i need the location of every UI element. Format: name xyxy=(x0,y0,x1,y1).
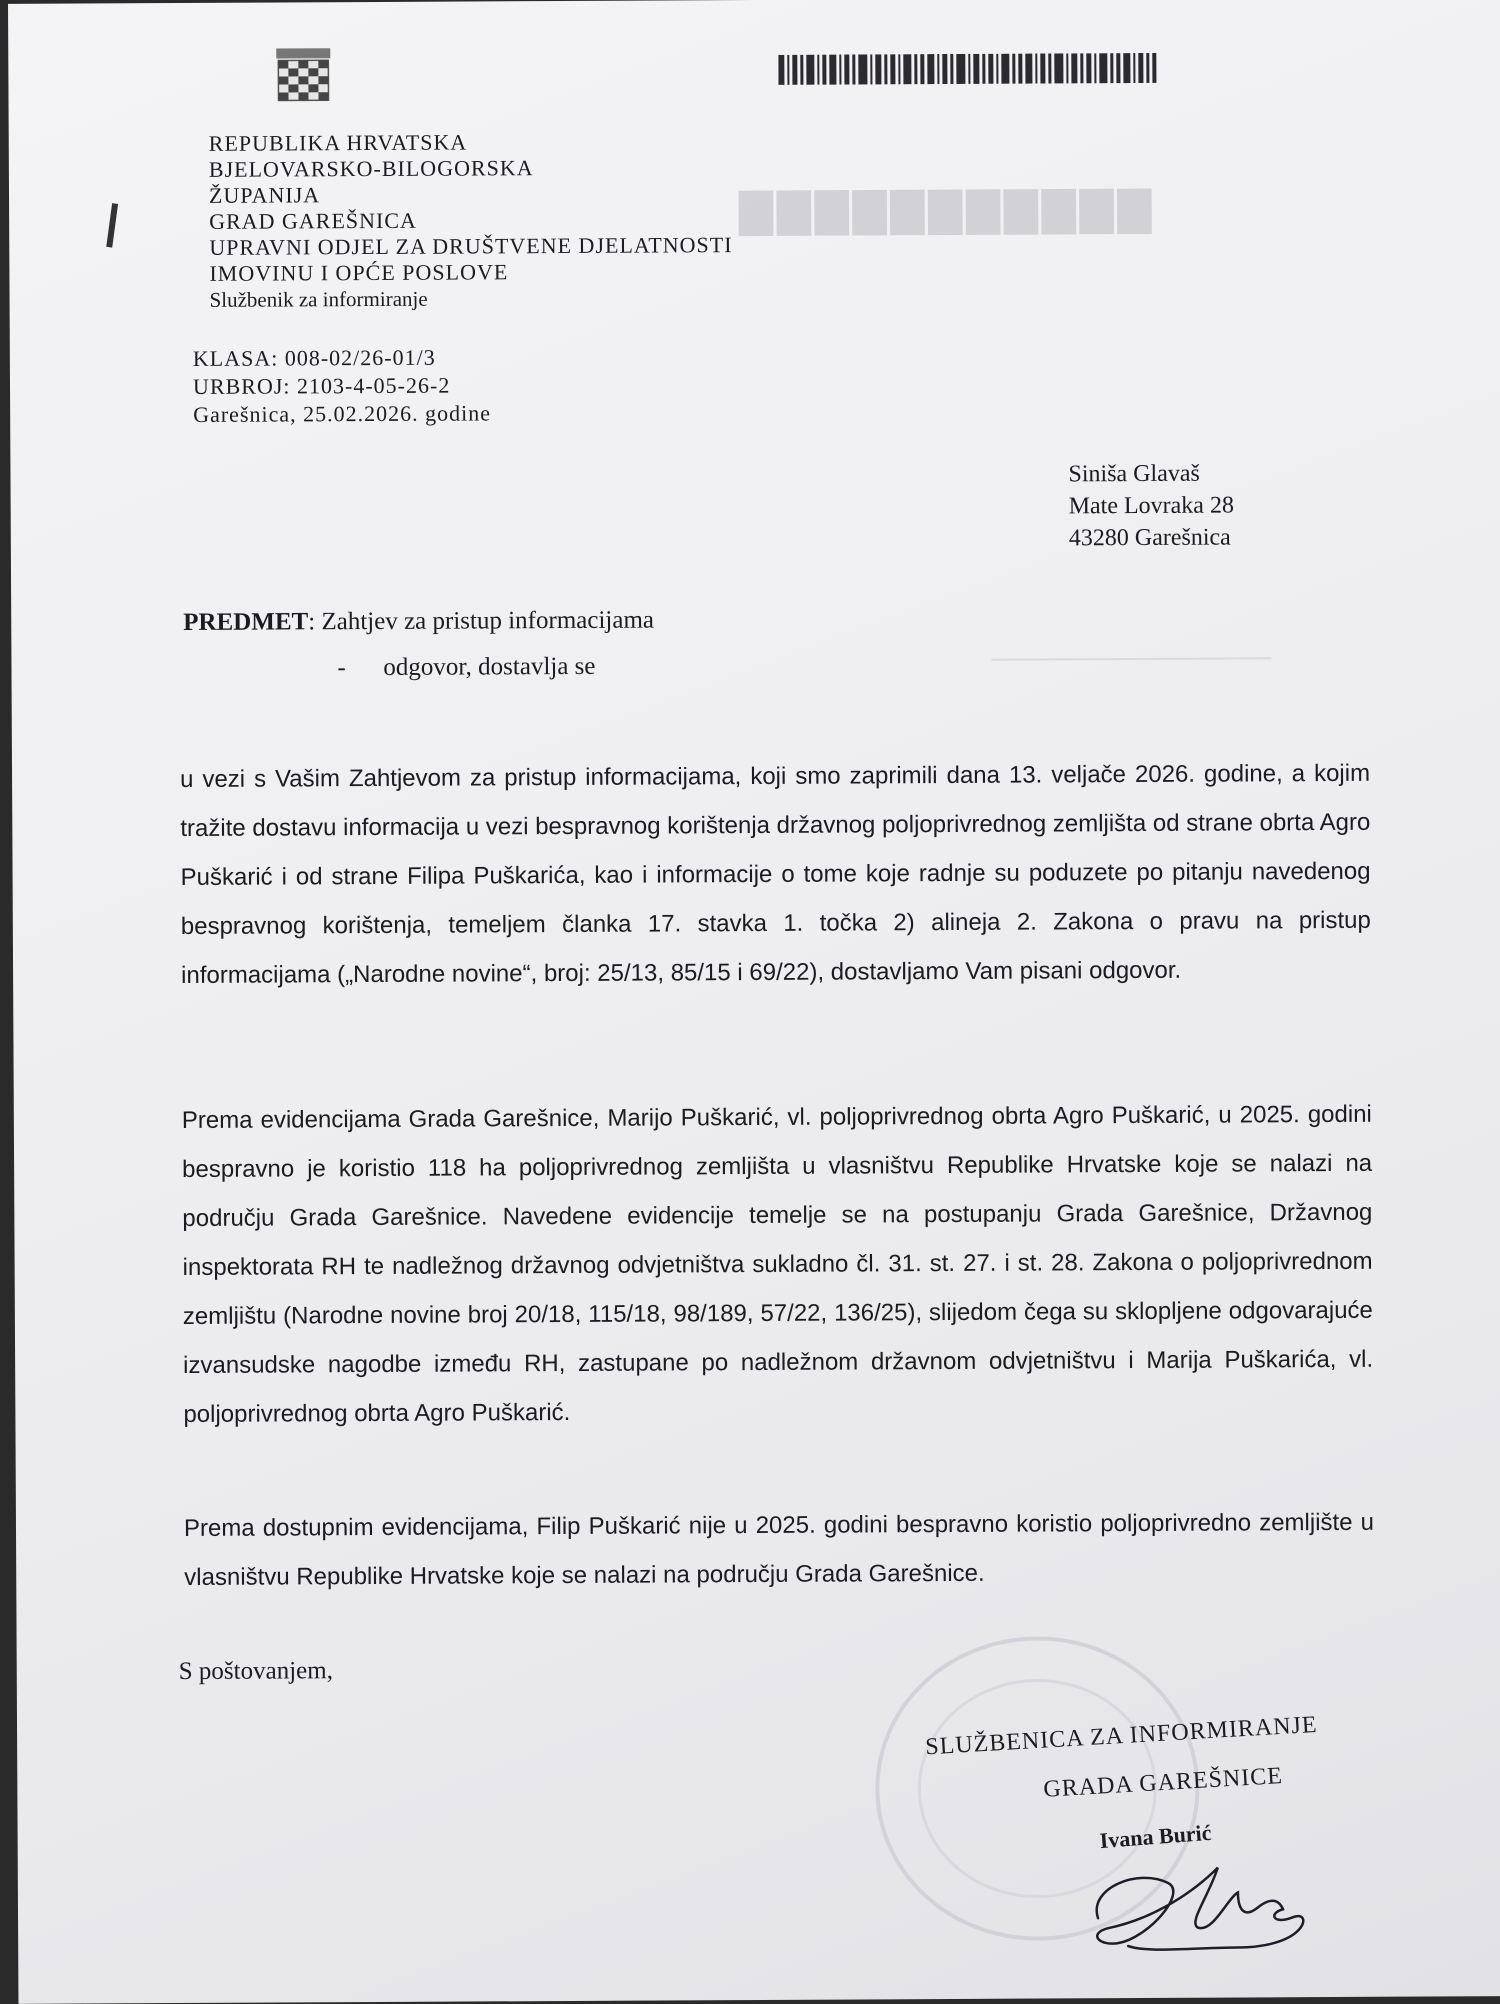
signatory-organization: GRADA GAREŠNICE xyxy=(1042,1763,1284,1803)
pen-mark xyxy=(106,203,118,247)
bleed-through-line xyxy=(991,637,1271,660)
subject-label: PREDMET xyxy=(183,608,309,636)
letterhead-line: Službenik za informiranje xyxy=(209,286,428,312)
handwritten-signature-icon xyxy=(1078,1847,1319,1958)
body-paragraph-1: u vezi s Vašim Zahtjevom za pristup informacijama, koji smo zaprimili dana 13. veljače 2026. godine, a kojim tražite dostavu informacija u vezi bespravnog korištenja državnog poljoprivrednog zemljišta od strane obrta Agro Puškarić i od strane Filipa Puškarića, kao i informacije o tome koje radnje su poduzete po pitanju navedenog bespravnog korištenja, temeljem članka 17. stavka 1. točka 2) alineja 2. Zakona o pravu na pristup informacijama („Narodne novine“, broj: 25/13, 85/15 i 69/22), dostavljamo Vam pisani odgovor. xyxy=(180,759,1371,990)
recipient-street: Mate Lovraka 28 xyxy=(1068,492,1235,520)
coat-of-arms-icon xyxy=(274,46,332,104)
recipient-address xyxy=(1068,457,1234,554)
klasa: KLASA: 008-02/26-01/3 xyxy=(192,344,436,371)
letterhead-line: REPUBLIKA HRVATSKA xyxy=(208,129,468,156)
subject-subline: - odgovor, dostavlja se xyxy=(337,652,596,682)
signatory-title: SLUŽBENICA ZA INFORMIRANJE xyxy=(924,1711,1319,1761)
reference-block xyxy=(193,343,491,429)
subject-line xyxy=(183,607,654,637)
letter-page xyxy=(8,0,1500,2004)
letterhead-line: ŽUPANIJA xyxy=(208,182,321,208)
letterhead-line: BJELOVARSKO-BILOGORSKA xyxy=(208,155,534,182)
letterhead-line: GRAD GAREŠNICA xyxy=(209,207,417,234)
letterhead-line: IMOVINU I OPĆE POSLOVE xyxy=(209,259,509,286)
letterhead xyxy=(209,128,733,313)
place-date: Garešnica, 25.02.2026. godine xyxy=(193,400,492,427)
signatory-name: Ivana Burić xyxy=(1098,1819,1213,1854)
body-paragraph-2: Prema evidencijama Grada Garešnice, Marijo Puškarić, vl. poljoprivrednog obrta Agro Puškarić, u 2025. godini bespravno je koristio 118 ha poljoprivrednog zemljišta u vlasništvu Republike Hrvatske koje se nalazi na području Grada Garešnice. Navedene evidencije temelje se na postupanju Grada Garešnice, Državnog inspektorata RH te nadležnog državnog odvjetništva sukladno čl. 31. st. 27. i st. 28. Zakona o poljoprivrednom zemljištu (Narodne novine broj 20/18, 115/18, 98/189, 57/22, 136/25), slijedom čega su sklopljene odgovarajuće izvansudske nagodbe između RH, zastupane po nadležnom državnom odvjetništvu i Marija Puškarića, vl. poljoprivrednog obrta Agro Puškarić. xyxy=(181,1100,1374,1429)
subject-text: : Zahtjev za pristup informacijama xyxy=(308,606,655,636)
urbroj: URBROJ: 2103-4-05-26-2 xyxy=(192,372,451,399)
bleed-through-heading: ▇▇▇▇▇▇▇▇▇▇▇ xyxy=(738,183,1156,236)
letterhead-line: UPRAVNI ODJEL ZA DRUŠTVENE DJELATNOSTI xyxy=(209,232,733,260)
greeting: S poštovanjem, xyxy=(178,1657,333,1686)
recipient-city: 43280 Garešnica xyxy=(1068,524,1231,552)
recipient-name: Siniša Glavaš xyxy=(1068,460,1200,488)
body-paragraph-3: Prema dostupnim evidencijama, Filip Puškarić nije u 2025. godini bespravno koristio poljoprivredno zemljište u vlasništvu Republike Hrvatske koje se nalazi na području Grada Garešnice. xyxy=(183,1508,1375,1592)
barcode-icon xyxy=(778,53,1158,91)
